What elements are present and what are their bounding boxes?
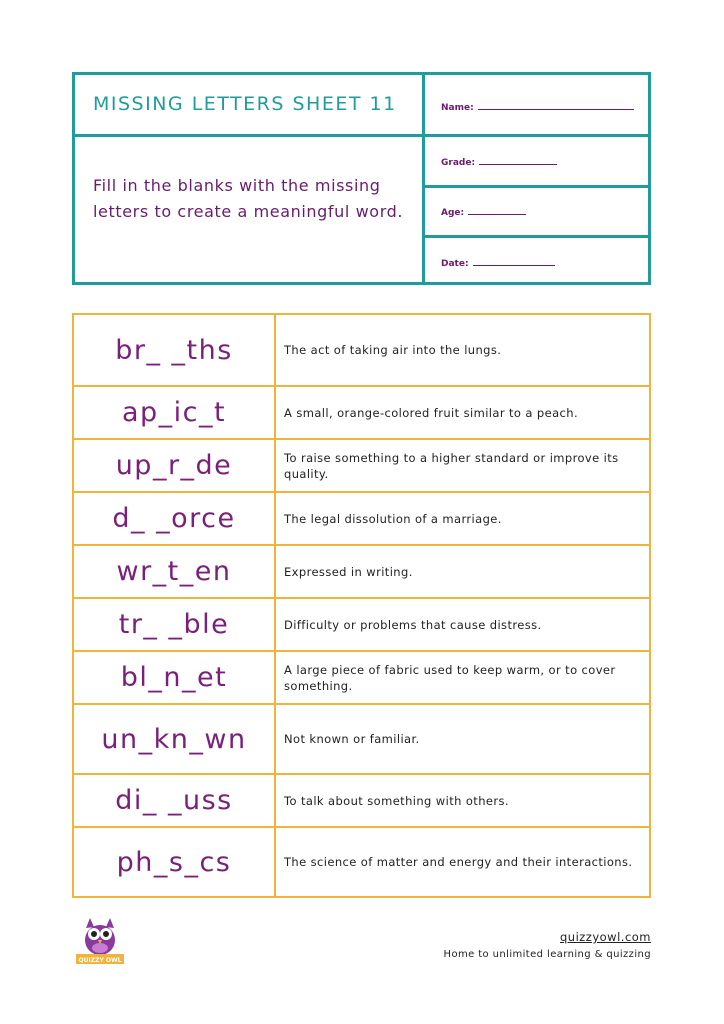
word-definition: The act of taking air into the lungs. [284, 343, 502, 357]
missing-letter-word: ph_s_cs [74, 828, 276, 896]
missing-letter-word: br_ _ths [74, 315, 276, 385]
header-divider [75, 134, 648, 137]
website-link[interactable]: quizzyowl.com [559, 930, 651, 944]
word-definition: The legal dissolution of a marriage. [284, 511, 502, 526]
word-definition: A large piece of fabric used to keep warm, or to cover something. [284, 662, 616, 693]
field-divider [425, 185, 651, 188]
sheet-title: MISSING LETTERS SHEET 11 [93, 93, 397, 115]
table-row [74, 828, 649, 896]
table-row [74, 546, 649, 599]
instructions: Fill in the blanks with the missing letters to create a meaningful word. [93, 176, 404, 221]
word-definition: Not known or familiar. [284, 732, 420, 746]
word-definition: Expressed in writing. [284, 564, 413, 579]
table-row [74, 652, 649, 705]
table-row [74, 440, 649, 493]
missing-letter-word: bl_n_et [74, 652, 276, 703]
name-field[interactable]: Name: [441, 100, 634, 113]
missing-letter-word: d_ _orce [74, 493, 276, 544]
worksheet-header [72, 72, 651, 285]
word-definition: Difficulty or problems that cause distress. [284, 617, 542, 632]
table-row [74, 315, 649, 387]
missing-letter-word: up_r_de [74, 440, 276, 491]
header-divider [422, 75, 425, 282]
table-row [74, 599, 649, 652]
word-definition: The science of matter and energy and their interactions. [284, 855, 633, 869]
tagline: Home to unlimited learning & quizzing [443, 949, 651, 960]
field-divider [425, 235, 651, 238]
missing-letter-word: di_ _uss [74, 775, 276, 826]
quizzy-owl-logo [76, 914, 124, 964]
word-definition: A small, orange-colored fruit similar to a peach. [284, 405, 579, 420]
svg-text:QUIZZY OWL: QUIZZY OWL [78, 957, 122, 964]
word-definition: To talk about something with others. [284, 793, 509, 808]
missing-letter-word: tr_ _ble [74, 599, 276, 650]
date-field[interactable]: Date: [441, 256, 555, 269]
word-definition: To raise something to a higher standard or improve its quality. [284, 450, 619, 481]
grade-field[interactable]: Grade: [441, 155, 557, 168]
missing-letter-word: wr_t_en [74, 546, 276, 597]
table-row [74, 775, 649, 828]
table-row [74, 705, 649, 775]
missing-letter-word: ap_ic_t [74, 387, 276, 438]
word-table [72, 313, 651, 898]
missing-letter-word: un_kn_wn [74, 705, 276, 773]
table-row [74, 493, 649, 546]
table-row [74, 387, 649, 440]
age-field[interactable]: Age: [441, 205, 526, 218]
